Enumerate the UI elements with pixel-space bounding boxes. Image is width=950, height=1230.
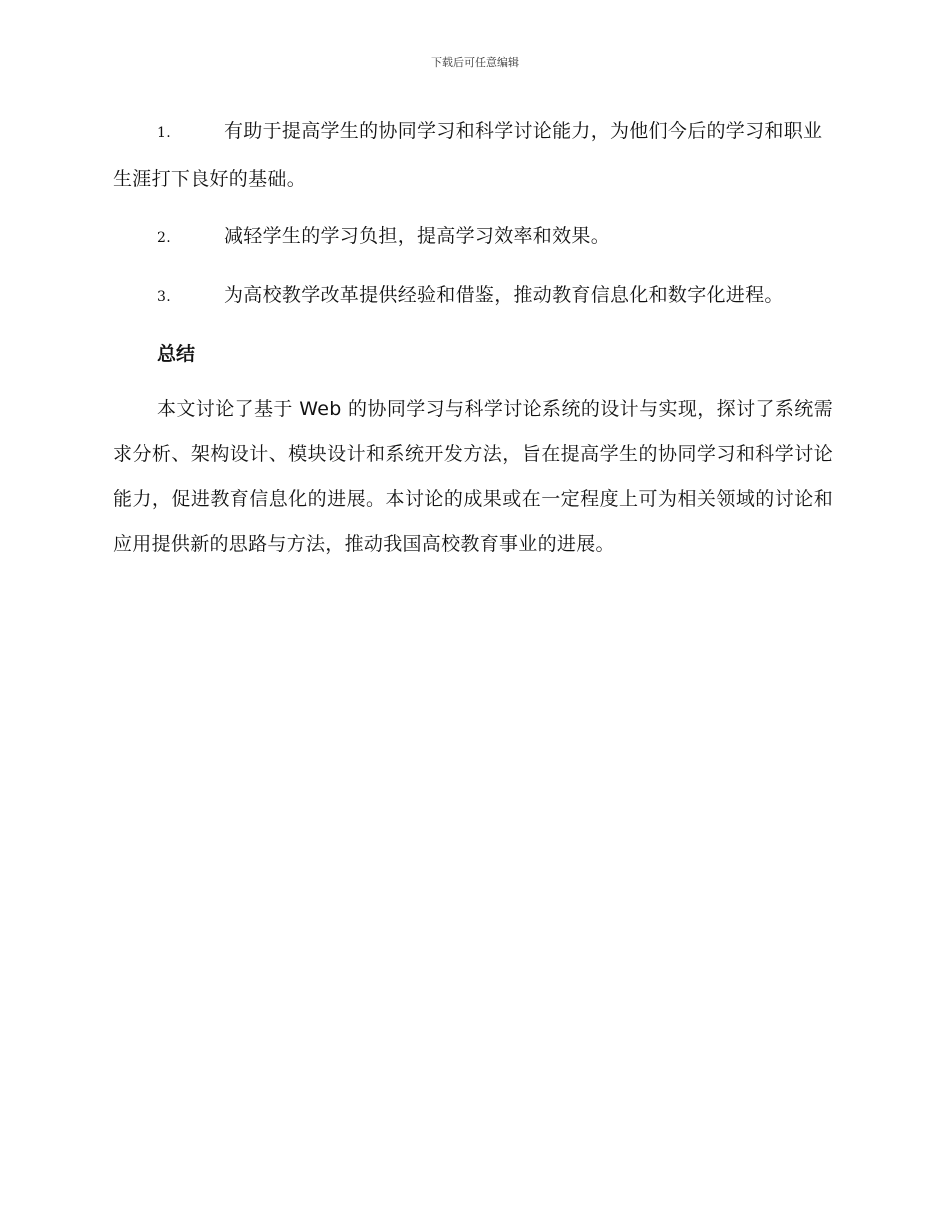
list-number: 1. [157,125,171,141]
list-item [113,108,833,202]
document-body [113,108,833,567]
list-item [113,213,833,261]
list-text: 减轻学生的学习负担，提高学习效率和效果。 [224,225,611,247]
section-heading: 总结 [157,343,196,365]
list-number: 2. [157,230,171,246]
list-number: 3. [157,289,171,305]
page-header: 下载后可任意编辑 [431,56,519,69]
list-item [113,272,833,320]
list-text: 为高校教学改革提供经验和借鉴，推动教育信息化和数字化进程。 [224,284,784,306]
list-text: 有助于提高学生的协同学习和科学讨论能力，为他们今后的学习和职业生涯打下良好的基础。 [113,120,823,190]
summary-paragraph: 本文讨论了基于 Web 的协同学习与科学讨论系统的设计与实现，探讨了系统需求分析、架构设计、模块设计和系统开发方法，旨在提高学生的协同学习和科学讨论能力，促进教育信息化的进展。本讨论的成果或在一定程度上可为相关领域的讨论和应用提供新的思路与方法，推动我国高校教育事业的进展。 [113,398,833,555]
